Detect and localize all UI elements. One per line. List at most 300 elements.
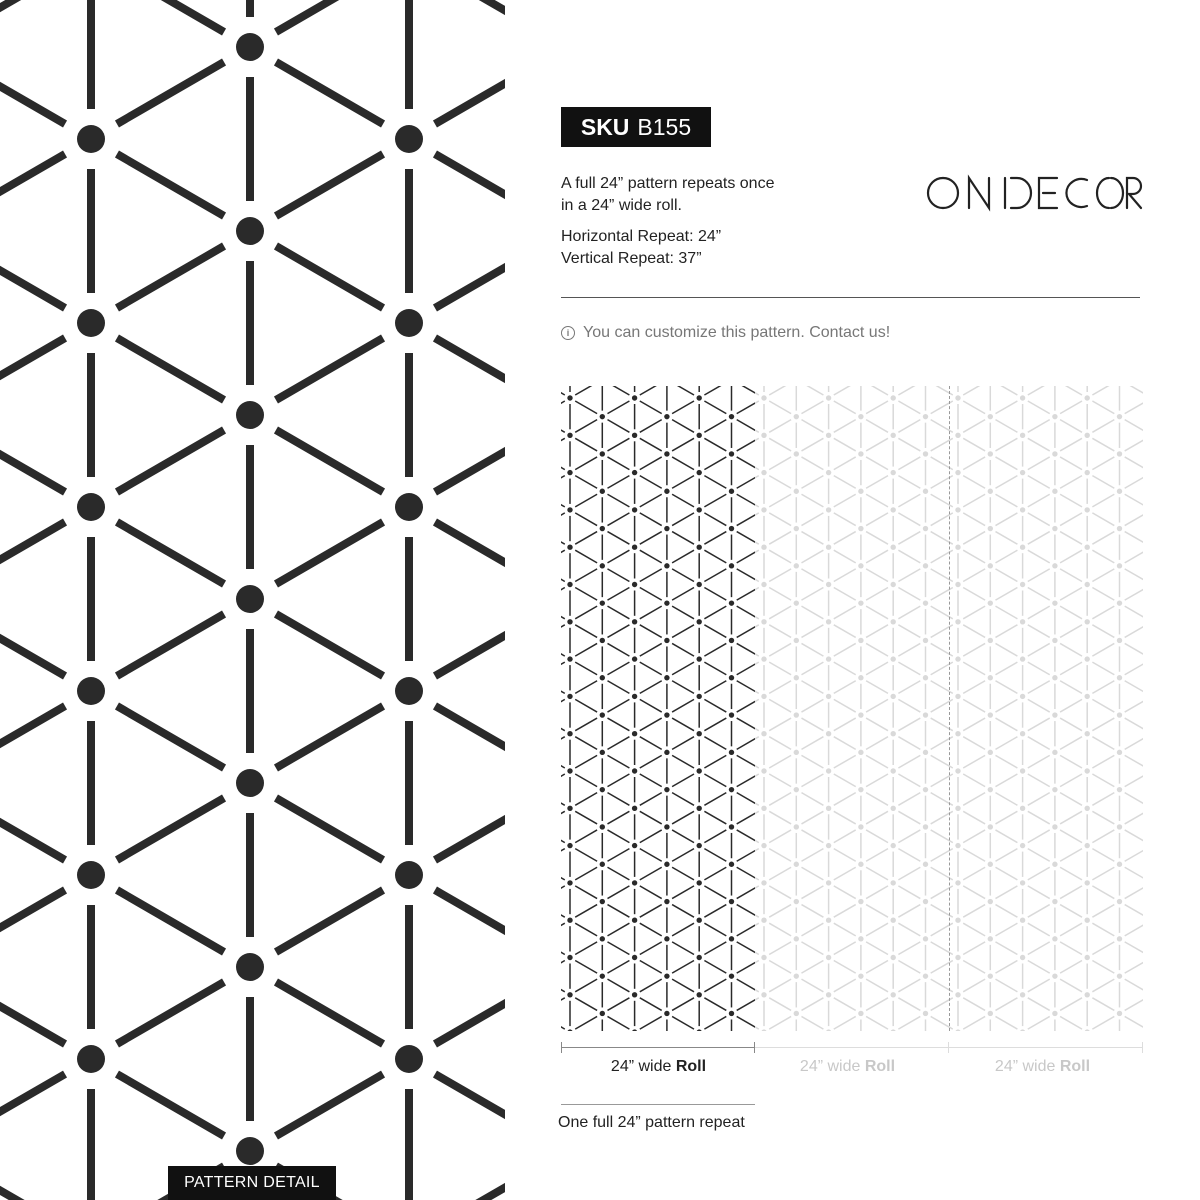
pattern-dash xyxy=(931,849,949,862)
pattern-dash xyxy=(963,755,985,768)
pattern-dot xyxy=(988,675,993,680)
pattern-dot xyxy=(1117,750,1122,755)
pattern-dash xyxy=(963,532,985,545)
pattern-dash xyxy=(1060,588,1082,601)
pattern-dash xyxy=(834,793,856,806)
pattern-dash xyxy=(672,662,694,675)
pattern-dot xyxy=(955,918,960,923)
pattern-dot xyxy=(600,750,605,755)
pattern-dash xyxy=(1125,643,1143,656)
pattern-dash xyxy=(704,774,726,787)
pattern-dash xyxy=(0,154,65,216)
pattern-dash xyxy=(640,849,662,862)
roll-label-3-prefix: 24” wide xyxy=(994,1058,1060,1075)
pattern-dash xyxy=(866,569,888,582)
pattern-dot xyxy=(761,619,766,624)
repeat-caption: One full 24” pattern repeat xyxy=(558,1114,745,1131)
pattern-dash xyxy=(672,550,694,563)
pattern-dash xyxy=(672,699,694,712)
pattern-dash xyxy=(898,905,920,918)
pattern-dot xyxy=(697,880,702,885)
pattern-dash xyxy=(834,386,856,395)
pattern-dash xyxy=(963,681,985,694)
pattern-dash xyxy=(898,942,920,955)
pattern-dash xyxy=(640,662,662,675)
pattern-dash xyxy=(607,606,629,619)
pattern-dash xyxy=(1060,923,1082,936)
pattern-dot xyxy=(923,563,928,568)
pattern-dash xyxy=(117,338,224,400)
pattern-dash xyxy=(834,755,856,768)
pattern-dot xyxy=(858,414,863,419)
pattern-dash xyxy=(737,737,755,750)
pattern-dash xyxy=(834,494,856,507)
pattern-dot xyxy=(826,768,831,773)
roll-preview-2 xyxy=(755,386,949,1031)
pattern-dot xyxy=(77,309,105,337)
pattern-dot xyxy=(567,992,572,997)
pattern-dash xyxy=(561,438,565,451)
pattern-dash xyxy=(801,718,823,731)
pattern-dash xyxy=(607,513,629,526)
pattern-dash xyxy=(898,588,920,601)
pattern-dot xyxy=(1085,918,1090,923)
pattern-dash xyxy=(931,942,949,955)
pattern-dash xyxy=(704,867,726,880)
pattern-dash xyxy=(704,438,726,451)
pattern-dash xyxy=(737,849,755,862)
pattern-dot xyxy=(794,638,799,643)
pattern-dot xyxy=(1052,600,1057,605)
pattern-dash xyxy=(640,923,662,936)
pattern-dash xyxy=(898,811,920,824)
pattern-dot xyxy=(729,712,734,717)
pattern-dash xyxy=(866,625,888,638)
pattern-dot xyxy=(632,656,637,661)
pattern-dash xyxy=(1125,532,1143,545)
pattern-dot xyxy=(923,862,928,867)
pattern-dash xyxy=(737,513,755,526)
pattern-dot xyxy=(632,395,637,400)
pattern-dash xyxy=(801,662,823,675)
pattern-dot xyxy=(567,806,572,811)
pattern-dash xyxy=(1028,457,1050,470)
pattern-dash xyxy=(672,1016,694,1029)
pattern-dash xyxy=(755,681,759,694)
pattern-dash xyxy=(1028,811,1050,824)
pattern-dot xyxy=(858,451,863,456)
pattern-dot xyxy=(988,526,993,531)
roll-pattern xyxy=(561,386,755,1031)
pattern-dot xyxy=(794,526,799,531)
pattern-dash xyxy=(561,681,565,694)
pattern-dash xyxy=(607,550,629,563)
pattern-dot xyxy=(77,493,105,521)
pattern-dot xyxy=(1020,1029,1025,1031)
pattern-dot xyxy=(988,563,993,568)
pattern-dash xyxy=(1028,718,1050,731)
pattern-dash xyxy=(737,886,755,899)
pattern-dot xyxy=(955,582,960,587)
pattern-dash xyxy=(931,811,949,824)
pattern-dash xyxy=(640,699,662,712)
info-icon: i xyxy=(561,326,575,340)
pattern-dash xyxy=(704,923,726,936)
pattern-dot xyxy=(1117,973,1122,978)
pattern-dash xyxy=(866,793,888,806)
pattern-dash xyxy=(1092,979,1114,992)
pattern-dash xyxy=(769,793,791,806)
pattern-dot xyxy=(1052,750,1057,755)
pattern-dash xyxy=(755,774,759,787)
pattern-dot xyxy=(395,309,423,337)
pattern-dash xyxy=(640,420,662,433)
pattern-dot xyxy=(632,694,637,699)
pattern-dash xyxy=(1060,998,1082,1011)
pattern-dash xyxy=(1092,755,1114,768)
pattern-dash xyxy=(561,606,565,619)
pattern-dot xyxy=(632,768,637,773)
pattern-dash xyxy=(801,1016,823,1029)
pattern-dot xyxy=(988,824,993,829)
pattern-dash xyxy=(1125,476,1143,489)
pattern-dash xyxy=(1060,755,1082,768)
pattern-dot xyxy=(567,880,572,885)
pattern-dash xyxy=(769,774,791,787)
pattern-dot xyxy=(988,600,993,605)
pattern-dash xyxy=(755,905,759,918)
pattern-dot xyxy=(1117,1011,1122,1016)
pattern-dash xyxy=(834,550,856,563)
pattern-dash xyxy=(898,476,920,489)
pattern-dot xyxy=(891,470,896,475)
pattern-dash xyxy=(1092,401,1114,414)
pattern-dash xyxy=(1092,606,1114,619)
pattern-dash xyxy=(1092,793,1114,806)
pattern-dash xyxy=(1125,849,1143,862)
roll-seam xyxy=(949,386,950,1031)
pattern-dash xyxy=(1028,606,1050,619)
pattern-dash xyxy=(435,706,505,768)
pattern-dash xyxy=(607,849,629,862)
pattern-dash xyxy=(640,942,662,955)
pattern-dash xyxy=(640,774,662,787)
pattern-dash xyxy=(607,643,629,656)
pattern-dash xyxy=(963,699,985,712)
pattern-dash xyxy=(704,569,726,582)
pattern-dot xyxy=(858,526,863,531)
pattern-dot xyxy=(600,973,605,978)
pattern-dot xyxy=(664,1011,669,1016)
pattern-dash xyxy=(834,681,856,694)
pattern-dash xyxy=(704,942,726,955)
pattern-dash xyxy=(561,588,565,601)
pattern-dot xyxy=(1117,489,1122,494)
pattern-dash xyxy=(755,476,759,489)
pattern-dash xyxy=(898,1016,920,1029)
pattern-dash xyxy=(801,625,823,638)
pattern-dot xyxy=(697,582,702,587)
pattern-dot xyxy=(858,899,863,904)
pattern-dash xyxy=(1092,532,1114,545)
pattern-dash xyxy=(640,494,662,507)
pattern-dash xyxy=(276,614,383,676)
pattern-dot xyxy=(729,750,734,755)
pattern-dash xyxy=(704,588,726,601)
pattern-dot xyxy=(794,936,799,941)
pattern-dash xyxy=(672,532,694,545)
pattern-dash xyxy=(769,718,791,731)
pattern-dash xyxy=(834,867,856,880)
pattern-dash xyxy=(737,588,755,601)
pattern-dash xyxy=(435,1074,505,1136)
pattern-dash xyxy=(607,588,629,601)
roll-3-measure xyxy=(949,1047,1143,1048)
pattern-dash xyxy=(769,606,791,619)
pattern-dash xyxy=(640,905,662,918)
pattern-dash xyxy=(834,513,856,526)
pattern-dash xyxy=(866,494,888,507)
pattern-dash xyxy=(834,905,856,918)
roll-preview-1 xyxy=(561,386,755,1031)
pattern-dash xyxy=(117,614,224,676)
pattern-dash xyxy=(834,1016,856,1029)
pattern-dash xyxy=(1028,737,1050,750)
pattern-dash xyxy=(607,420,629,433)
pattern-dash xyxy=(755,625,759,638)
pattern-dash xyxy=(769,662,791,675)
pattern-dash xyxy=(898,569,920,582)
pattern-dash xyxy=(117,706,224,768)
pattern-dash xyxy=(575,662,597,675)
pattern-dash xyxy=(963,998,985,1011)
pattern-dash xyxy=(640,401,662,414)
pattern-dash xyxy=(575,588,597,601)
pattern-dot xyxy=(1020,433,1025,438)
pattern-dot xyxy=(236,953,264,981)
pattern-dash xyxy=(898,961,920,974)
pattern-dot xyxy=(664,414,669,419)
pattern-dot xyxy=(729,862,734,867)
pattern-dash xyxy=(866,867,888,880)
pattern-dash xyxy=(769,532,791,545)
pattern-dot xyxy=(697,656,702,661)
pattern-dash xyxy=(898,457,920,470)
pattern-dot xyxy=(1117,712,1122,717)
pattern-dash xyxy=(995,401,1017,414)
pattern-dash xyxy=(995,867,1017,880)
pattern-dash xyxy=(737,755,755,768)
pattern-dash xyxy=(1092,1016,1114,1029)
pattern-dash xyxy=(963,774,985,787)
pattern-dash xyxy=(1092,737,1114,750)
pattern-dash xyxy=(1028,401,1050,414)
pattern-dash xyxy=(866,606,888,619)
pattern-dash xyxy=(1125,718,1143,731)
pattern-dash xyxy=(640,476,662,489)
pattern-dash xyxy=(834,625,856,638)
pattern-dash xyxy=(561,905,565,918)
pattern-dot xyxy=(1020,955,1025,960)
pattern-dash xyxy=(834,830,856,843)
pattern-dot xyxy=(761,582,766,587)
pattern-detail-badge: PATTERN DETAIL xyxy=(168,1166,336,1200)
pattern-dash xyxy=(575,998,597,1011)
pattern-dash xyxy=(1125,513,1143,526)
pattern-dot xyxy=(729,414,734,419)
pattern-dot xyxy=(761,768,766,773)
pattern-dot xyxy=(236,33,264,61)
pattern-dash xyxy=(1028,923,1050,936)
pattern-dash xyxy=(866,681,888,694)
pattern-dash xyxy=(737,569,755,582)
pattern-dot xyxy=(988,712,993,717)
pattern-dash xyxy=(755,550,759,563)
pattern-dot xyxy=(600,563,605,568)
pattern-dash xyxy=(640,681,662,694)
pattern-dash xyxy=(801,849,823,862)
pattern-dash xyxy=(575,569,597,582)
pattern-dash xyxy=(561,476,565,489)
pattern-dash xyxy=(963,386,985,395)
pattern-dash xyxy=(704,811,726,824)
pattern-dash xyxy=(1060,420,1082,433)
pattern-dot xyxy=(632,880,637,885)
pattern-dash xyxy=(995,588,1017,601)
pattern-dot xyxy=(794,563,799,568)
pattern-dot xyxy=(955,507,960,512)
pattern-dash xyxy=(801,420,823,433)
pattern-dot xyxy=(794,787,799,792)
pattern-dot xyxy=(697,992,702,997)
pattern-dash xyxy=(755,998,759,1011)
pattern-dash xyxy=(640,979,662,992)
pattern-dot xyxy=(955,433,960,438)
pattern-dash xyxy=(995,811,1017,824)
pattern-dash xyxy=(931,681,949,694)
pattern-dash xyxy=(995,923,1017,936)
pattern-dash xyxy=(1092,905,1114,918)
pattern-dot xyxy=(858,973,863,978)
pattern-dash xyxy=(1125,1016,1143,1029)
pattern-dot xyxy=(697,1029,702,1031)
pattern-dash xyxy=(769,961,791,974)
pattern-dash xyxy=(561,793,565,806)
pattern-dot xyxy=(1085,731,1090,736)
description-line-1: A full 24” pattern repeats once xyxy=(561,175,775,192)
pattern-dash xyxy=(561,494,565,507)
pattern-dash xyxy=(561,457,565,470)
pattern-dash xyxy=(931,457,949,470)
pattern-dash xyxy=(607,438,629,451)
pattern-dash xyxy=(866,699,888,712)
pattern-dot xyxy=(826,880,831,885)
pattern-dot xyxy=(1020,470,1025,475)
pattern-dash xyxy=(117,522,224,584)
pattern-dash xyxy=(898,625,920,638)
pattern-dash xyxy=(607,923,629,936)
pattern-dash xyxy=(801,606,823,619)
pattern-dash xyxy=(769,923,791,936)
pattern-dot xyxy=(1052,638,1057,643)
pattern-dot xyxy=(600,638,605,643)
pattern-dash xyxy=(607,961,629,974)
pattern-dash xyxy=(866,420,888,433)
pattern-dash xyxy=(1125,755,1143,768)
pattern-dot xyxy=(1117,936,1122,941)
pattern-dash xyxy=(1092,998,1114,1011)
pattern-dash xyxy=(801,643,823,656)
pattern-dash xyxy=(737,438,755,451)
description-line-2: in a 24” wide roll. xyxy=(561,197,682,214)
pattern-dash xyxy=(769,643,791,656)
pattern-dash xyxy=(995,942,1017,955)
roll-pattern xyxy=(755,386,949,1031)
roll-label-3 xyxy=(945,1058,1140,1076)
pattern-dash xyxy=(801,923,823,936)
pattern-dash xyxy=(575,905,597,918)
pattern-dash xyxy=(995,886,1017,899)
pattern-dash xyxy=(0,246,65,308)
pattern-dash xyxy=(931,886,949,899)
pattern-dot xyxy=(858,936,863,941)
pattern-dot xyxy=(664,973,669,978)
pattern-dash xyxy=(755,513,759,526)
pattern-dash xyxy=(1028,942,1050,955)
pattern-dash xyxy=(801,588,823,601)
pattern-dash xyxy=(704,476,726,489)
pattern-dash xyxy=(801,569,823,582)
pattern-dot xyxy=(826,656,831,661)
pattern-dash xyxy=(963,588,985,601)
pattern-dash xyxy=(0,62,65,124)
pattern-dot xyxy=(236,1137,264,1165)
pattern-dot xyxy=(794,712,799,717)
pattern-dash xyxy=(737,401,755,414)
pattern-dot xyxy=(891,507,896,512)
pattern-dash xyxy=(575,793,597,806)
pattern-dash xyxy=(931,998,949,1011)
pattern-dash xyxy=(435,798,505,860)
pattern-dash xyxy=(704,755,726,768)
pattern-dash xyxy=(1092,625,1114,638)
pattern-dot xyxy=(891,955,896,960)
pattern-dash xyxy=(0,1166,65,1200)
pattern-dot xyxy=(664,451,669,456)
pattern-dash xyxy=(575,643,597,656)
pattern-dash xyxy=(640,550,662,563)
pattern-dot xyxy=(1117,899,1122,904)
pattern-dash xyxy=(755,662,759,675)
pattern-dot xyxy=(697,806,702,811)
pattern-dash xyxy=(769,737,791,750)
pattern-dash xyxy=(963,606,985,619)
pattern-dash xyxy=(834,699,856,712)
pattern-dash xyxy=(704,550,726,563)
pattern-dot xyxy=(955,545,960,550)
pattern-dash xyxy=(704,961,726,974)
pattern-dash xyxy=(0,522,65,584)
pattern-dash xyxy=(607,476,629,489)
pattern-dot xyxy=(794,451,799,456)
pattern-dot xyxy=(236,769,264,797)
pattern-dash xyxy=(737,386,755,395)
pattern-dash xyxy=(575,923,597,936)
pattern-dot xyxy=(891,619,896,624)
pattern-dash xyxy=(1125,550,1143,563)
pattern-dash xyxy=(607,998,629,1011)
pattern-dot xyxy=(1052,973,1057,978)
